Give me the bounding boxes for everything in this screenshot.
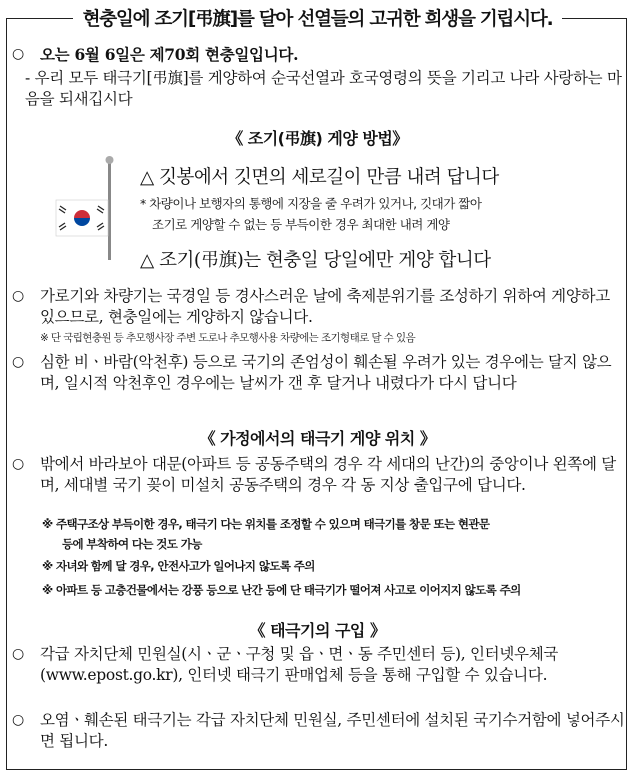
title-wrap — [0, 5, 635, 31]
position-note1: ※ 주택구조상 부득이한 경우, 태극기 다는 위치를 조정할 수 있으며 태극기를 창문 또는 현관문 등에 부착하여 다는 것도 가능 — [42, 517, 490, 551]
bullet-circle-icon: ○ — [12, 646, 25, 662]
bullet-circle-icon: ○ — [12, 456, 25, 472]
rule1-note2: 조기로 게양할 수 없는 등 부득이한 경우 최대한 내려 게양 — [152, 217, 450, 232]
dispose: ○ 오염ㆍ훼손된 태극기는 각급 자치단체 민원실, 주민센터에 설치된 국기수거함에 넣어주시면 됩니다. — [12, 711, 625, 750]
street-note: ※ 단 국립현충원 등 추모행사장 주변 도로나 추모행사용 차량에는 조기형태로 달 수 있음 — [40, 332, 416, 344]
half-mast-flag-icon — [14, 156, 134, 260]
page-title: 현충일에 조기[弔旗]를 달아 선열들의 고귀한 희생을 기립시다. — [73, 5, 563, 31]
position: ○ 밖에서 바라보아 대문(아파트 등 공동주택의 경우 각 세대의 난간)의 중앙이나 왼쪽에 달며, 세대별 국기 꽂이 미설치 공동주택의 경우 각 동 지상 출입구에 답니다. — [12, 455, 616, 494]
section2-heading: 《 가정에서의 태극기 게양 위치 》 — [199, 429, 436, 448]
street-flags: ○ 가로기와 차량기는 국경일 등 경사스러운 날에 축제분위기를 조성하기 위하여 게양하고 있으므로, 현충일에는 게양하지 않습니다. — [12, 287, 610, 326]
position-note2: ※ 자녀와 함께 달 경우, 안전사고가 일어나지 않도록 주의 — [42, 559, 315, 573]
rule1-note1: * 차량이나 보행자의 통행에 지장을 줄 우려가 있거나, 깃대가 짧아 — [140, 196, 482, 211]
bullet-circle-icon: ○ — [12, 46, 25, 62]
section3-heading: 《 태극기의 구입 》 — [249, 621, 386, 640]
section1-heading: 《 조기(弔旗) 게양 방법》 — [227, 129, 408, 148]
bullet-circle-icon: ○ — [12, 354, 25, 370]
intro-sub: - 우리 모두 태극기[弔旗]를 게양하여 순국선열과 호국영령의 뜻을 기리고 나라 사랑하는 마음을 되새깁시다 — [25, 69, 622, 108]
bullet-circle-icon: ○ — [12, 712, 25, 728]
intro-line: ○ 오는 6월 6일은 제70회 현충일입니다. — [12, 45, 299, 64]
position-note3: ※ 아파트 등 고층건물에서는 강풍 등으로 난간 등에 단 태극기가 떨어져 사고로 이어지지 않도록 주의 — [42, 583, 521, 597]
rule1: △ 깃봉에서 깃면의 세로길이 만큼 내려 답니다 — [140, 167, 499, 188]
buy: ○ 각급 자치단체 민원실(시ㆍ군ㆍ구청 및 읍ㆍ면ㆍ동 주민센터 등), 인터넷우체국(www.epost.go.kr), 인터넷 태극기 판매업체 등을 통해 구입할 수 있습니다. — [12, 645, 559, 684]
weather: ○ 심한 비ㆍ바람(악천후) 등으로 국기의 존엄성이 훼손될 우려가 있는 경우에는 달지 않으며, 일시적 악천후인 경우에는 날씨가 갠 후 달거나 내렸다가 다시 답니다 — [12, 353, 612, 392]
bullet-circle-icon: ○ — [12, 288, 25, 304]
rule2: △ 조기(弔旗)는 현충일 당일에만 게양 합니다 — [140, 250, 491, 271]
